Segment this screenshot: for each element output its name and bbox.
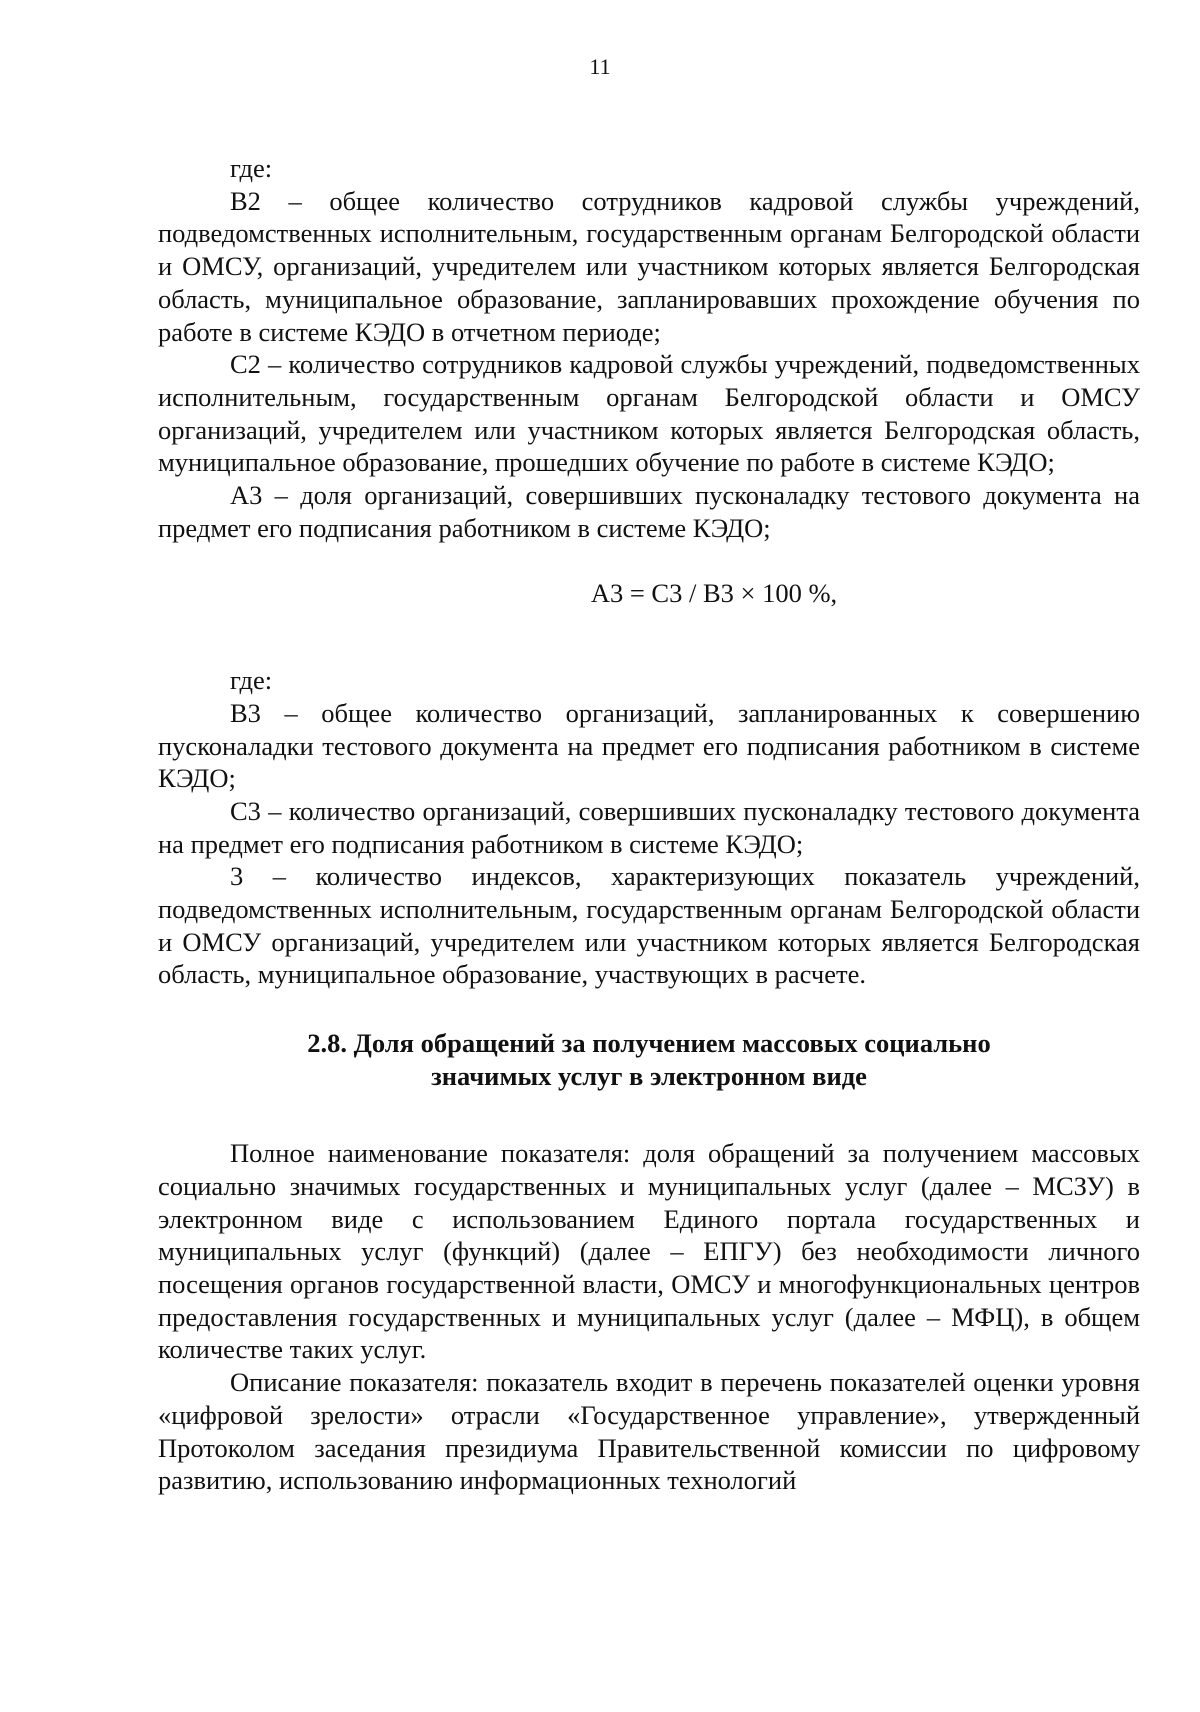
section-heading-line: значимых услуг в электронном виде [431, 1061, 867, 1092]
paragraph: В3 – общее количество организаций, запланированных к совершению пусконаладки тестового документа на предмет его подписания работником в системе КЭДО; [158, 697, 1140, 794]
paragraph: 3 – количество индексов, характеризующих показатель учреждений, подведомственных исполнительным, государственным органам Белгородской области и ОМСУ организаций, учредителем или участником которых является Белгородская область, муниципальное образование, участвующих в расчете. [158, 861, 1140, 990]
paragraph: В2 – общее количество сотрудников кадровой службы учреждений, подведомственных исполнительным, государственным органам Белгородской области и ОМСУ, организаций, учредителем или участником которых является Белгородская область, муниципальное образование, запланировавших прохождение обучения по работе в системе КЭДО в отчетном периоде; [158, 185, 1140, 347]
paragraph: С3 – количество организаций, совершивших пусконаладку тестового документа на предмет его подписания работником в системе КЭДО; [158, 795, 1140, 859]
paragraph: А3 – доля организаций, совершивших пусконаладку тестового документа на предмет его подписания работником в системе КЭДО; [158, 480, 1140, 543]
paragraph: где: [230, 153, 273, 183]
section-heading [158, 1027, 1140, 1093]
page-number: 11 [589, 54, 611, 79]
document-body [158, 152, 1140, 1497]
paragraph: Описание показателя: показатель входит в перечень показателей оценки уровня «цифровой зрелости» отрасли «Государственное управление», утвержденный Протоколом заседания президиума Правительственной комиссии по цифровому развитию, использованию информационных технологий [158, 1367, 1140, 1496]
formula: А3 = С3 / В3 × 100 %, [590, 578, 838, 609]
section-heading-line: 2.8. Доля обращений за получением массовых социально [307, 1028, 991, 1059]
paragraph: где: [230, 665, 273, 696]
paragraph: С2 – количество сотрудников кадровой службы учреждений, подведомственных исполнительным, государственным органам Белгородской области и ОМСУ организаций, учредителем или участником которых является Белгородская область, муниципальное образование, прошедших обучение по работе в системе КЭДО; [158, 349, 1140, 478]
paragraph: Полное наименование показателя: доля обращений за получением массовых социально значимых государственных и муниципальных услуг (далее – МСЗУ) в электронном виде с использованием Единого портала государственных и муниципальных услуг (функций) (далее – ЕПГУ) без необходимости личного посещения органов государственной власти, ОМСУ и многофункциональных центров предоставления государственных и муниципальных услуг (далее – МФЦ), в общем количестве таких услуг. [158, 1138, 1140, 1365]
